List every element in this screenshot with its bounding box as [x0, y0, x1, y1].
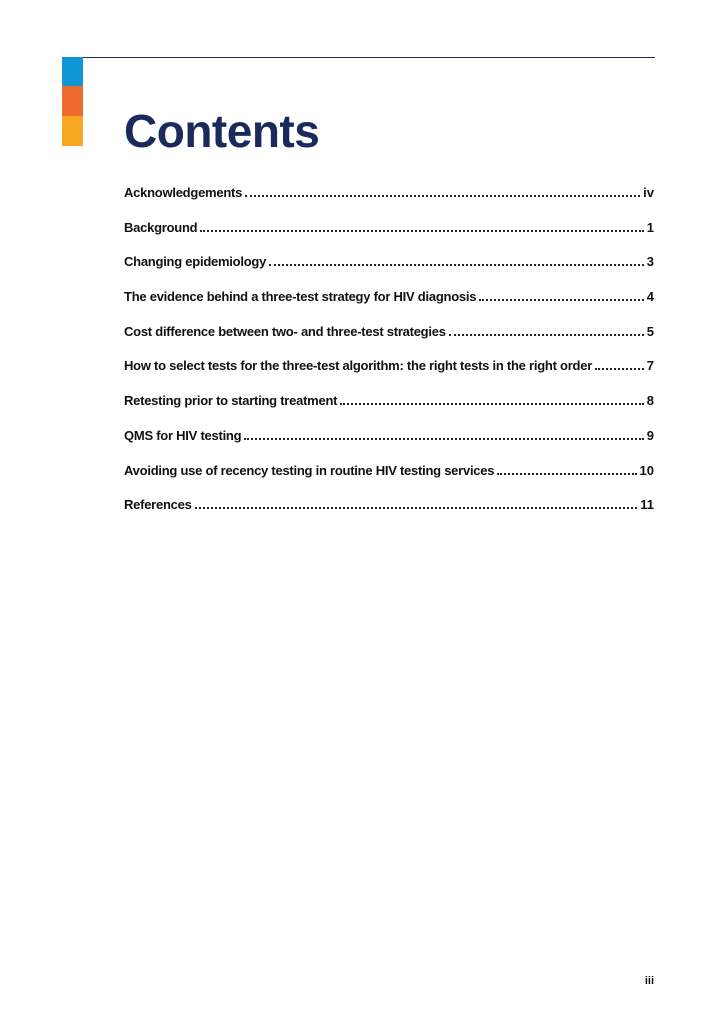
toc-entry-page-number: 3 [646, 254, 654, 270]
page-title: Contents [124, 105, 320, 157]
toc-dot-leader [244, 437, 643, 440]
toc-dot-leader [595, 367, 644, 370]
accent-bar-orange [62, 86, 83, 116]
toc-entry[interactable] [124, 461, 654, 481]
toc-entry[interactable] [124, 183, 654, 203]
toc-entry-page-number: 1 [646, 219, 654, 235]
toc-entry-page-number: 5 [646, 323, 654, 339]
toc-entry-title: Avoiding use of recency testing in routine HIV testing services [124, 462, 495, 478]
toc-entry[interactable] [124, 356, 654, 376]
accent-bar-yellow [62, 116, 83, 146]
toc-entry[interactable] [124, 218, 654, 238]
toc-entry-title: QMS for HIV testing [124, 427, 242, 443]
toc-entry-title: Background [124, 219, 198, 235]
toc-entry[interactable] [124, 426, 654, 446]
table-of-contents [124, 183, 654, 530]
toc-entry-page-number: 8 [646, 393, 654, 409]
toc-entry[interactable] [124, 391, 654, 411]
toc-dot-leader [449, 333, 644, 336]
accent-bar-blue [62, 57, 83, 86]
toc-entry[interactable] [124, 322, 654, 342]
toc-dot-leader [195, 506, 638, 509]
toc-entry-title: References [124, 497, 192, 513]
toc-entry-title: How to select tests for the three-test algorithm: the right tests in the right order [124, 358, 592, 374]
toc-entry-title: Retesting prior to starting treatment [124, 393, 338, 409]
toc-entry[interactable] [124, 287, 654, 307]
toc-dot-leader [479, 298, 644, 301]
toc-entry-page-number: 4 [646, 289, 654, 305]
toc-entry-page-number: 11 [640, 497, 654, 513]
toc-entry-page-number: iv [643, 185, 654, 200]
toc-entry-title: Changing epidemiology [124, 254, 267, 270]
toc-entry-page-number: 10 [639, 462, 654, 478]
toc-entry-page-number: 7 [646, 358, 654, 374]
toc-entry[interactable] [124, 252, 654, 272]
toc-dot-leader [245, 194, 640, 197]
toc-entry-title: Acknowledgements [124, 185, 243, 200]
toc-entry-title: Cost difference between two- and three-test strategies [124, 323, 446, 339]
toc-dot-leader [340, 402, 644, 405]
toc-entry-title: The evidence behind a three-test strategy for HIV diagnosis [124, 289, 477, 305]
toc-dot-leader [200, 229, 643, 232]
toc-dot-leader [269, 263, 644, 266]
page-number: iii [644, 975, 654, 987]
toc-entry-page-number: 9 [646, 427, 654, 443]
header-rule [83, 57, 655, 58]
toc-entry[interactable] [124, 495, 654, 515]
toc-dot-leader [497, 472, 636, 475]
